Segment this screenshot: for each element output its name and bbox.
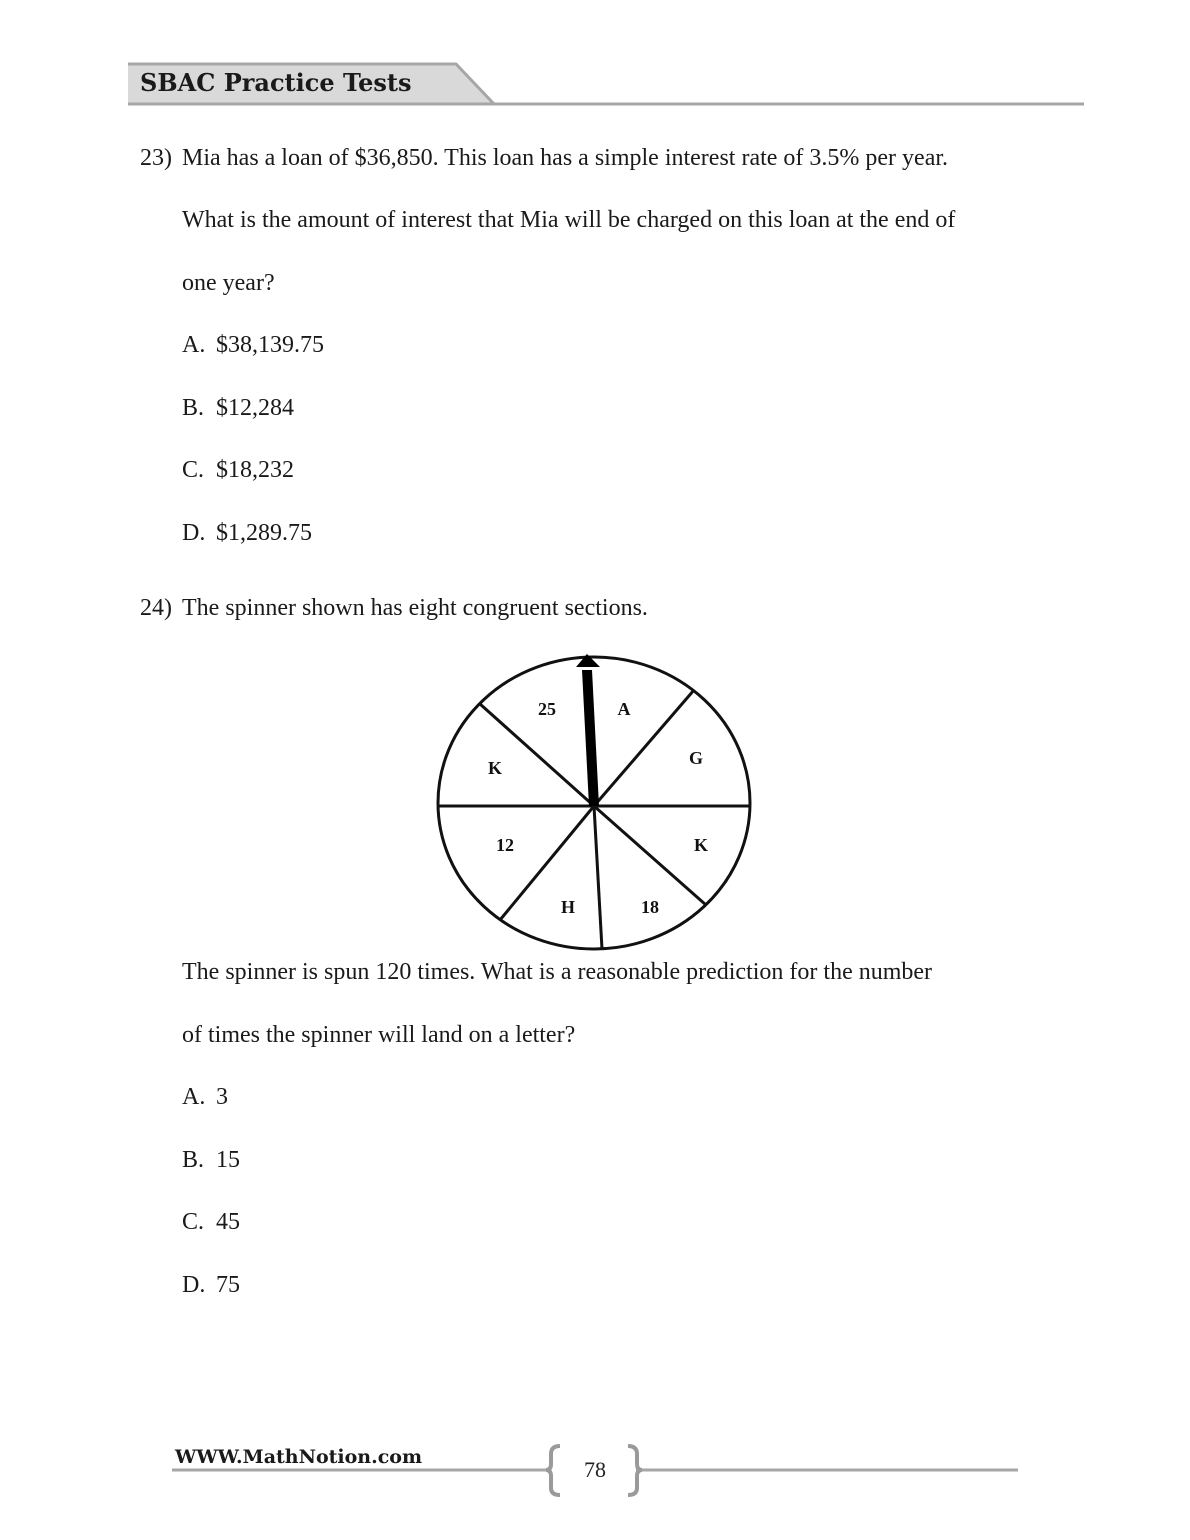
choice-text: $18,232 [216, 457, 294, 483]
footer-left-brace [546, 1446, 560, 1495]
choice-letter: D. [182, 520, 206, 546]
answer-choice-c[interactable] [182, 1209, 240, 1236]
choice-text: 3 [216, 1084, 228, 1110]
spinner-svg [430, 648, 760, 958]
page-number: 78 [584, 1457, 606, 1482]
question-number: 23) [140, 145, 172, 171]
question-text-line: What is the amount of interest that Mia will be charged on this loan at the end of [182, 207, 956, 233]
spinner-divider [594, 690, 694, 806]
answer-choice-d[interactable] [182, 520, 312, 547]
spinner-label: A [617, 699, 631, 719]
choice-letter: D. [182, 1272, 206, 1298]
choice-text: $38,139.75 [216, 332, 324, 358]
choice-letter: C. [182, 457, 205, 483]
spinner-label: 25 [538, 699, 556, 719]
choice-letter: B. [182, 395, 205, 421]
spinner-label: K [693, 835, 709, 855]
choice-letter: B. [182, 1147, 205, 1173]
spinner-divider [500, 806, 594, 920]
spinner-label: H [560, 897, 576, 917]
answer-choice-a[interactable] [182, 1084, 228, 1111]
spinner-diagram [430, 648, 760, 958]
spinner-divider [594, 806, 602, 949]
page-header [0, 0, 1190, 110]
answer-choice-b[interactable] [182, 1147, 240, 1174]
spinner-arrow-shaft [582, 670, 599, 806]
choice-text: 45 [216, 1209, 240, 1235]
answer-choice-d[interactable] [182, 1272, 240, 1299]
choice-letter: C. [182, 1209, 205, 1235]
choice-letter: A. [182, 332, 206, 358]
footer-right-brace [628, 1446, 642, 1495]
choice-text: $12,284 [216, 395, 294, 421]
question-text-line: one year? [182, 270, 275, 296]
choice-letter: A. [182, 1084, 206, 1110]
header-title: SBAC Practice Tests [140, 68, 412, 97]
spinner-label: 12 [496, 835, 514, 855]
website-link[interactable]: WWW.MathNotion.com [175, 1446, 423, 1468]
choice-text: 75 [216, 1272, 240, 1298]
answer-choice-a[interactable] [182, 332, 324, 359]
spinner-label: G [688, 748, 704, 768]
question-number: 24) [140, 595, 172, 621]
question-text-line: The spinner is spun 120 times. What is a reasonable prediction for the number [182, 959, 933, 985]
choice-text: 15 [216, 1147, 240, 1173]
spinner-divider [594, 806, 709, 905]
question-text-line: Mia has a loan of $36,850. This loan has a simple interest rate of 3.5% per year. [182, 145, 949, 171]
spinner-divider [480, 704, 594, 806]
answer-choice-b[interactable] [182, 395, 294, 422]
question-intro: The spinner shown has eight congruent sections. [182, 595, 648, 621]
spinner-label: 18 [641, 897, 659, 917]
choice-text: $1,289.75 [216, 520, 312, 546]
spinner-label: K [487, 758, 503, 778]
answer-choice-c[interactable] [182, 457, 294, 484]
question-text-line: of times the spinner will land on a letter? [182, 1022, 576, 1048]
